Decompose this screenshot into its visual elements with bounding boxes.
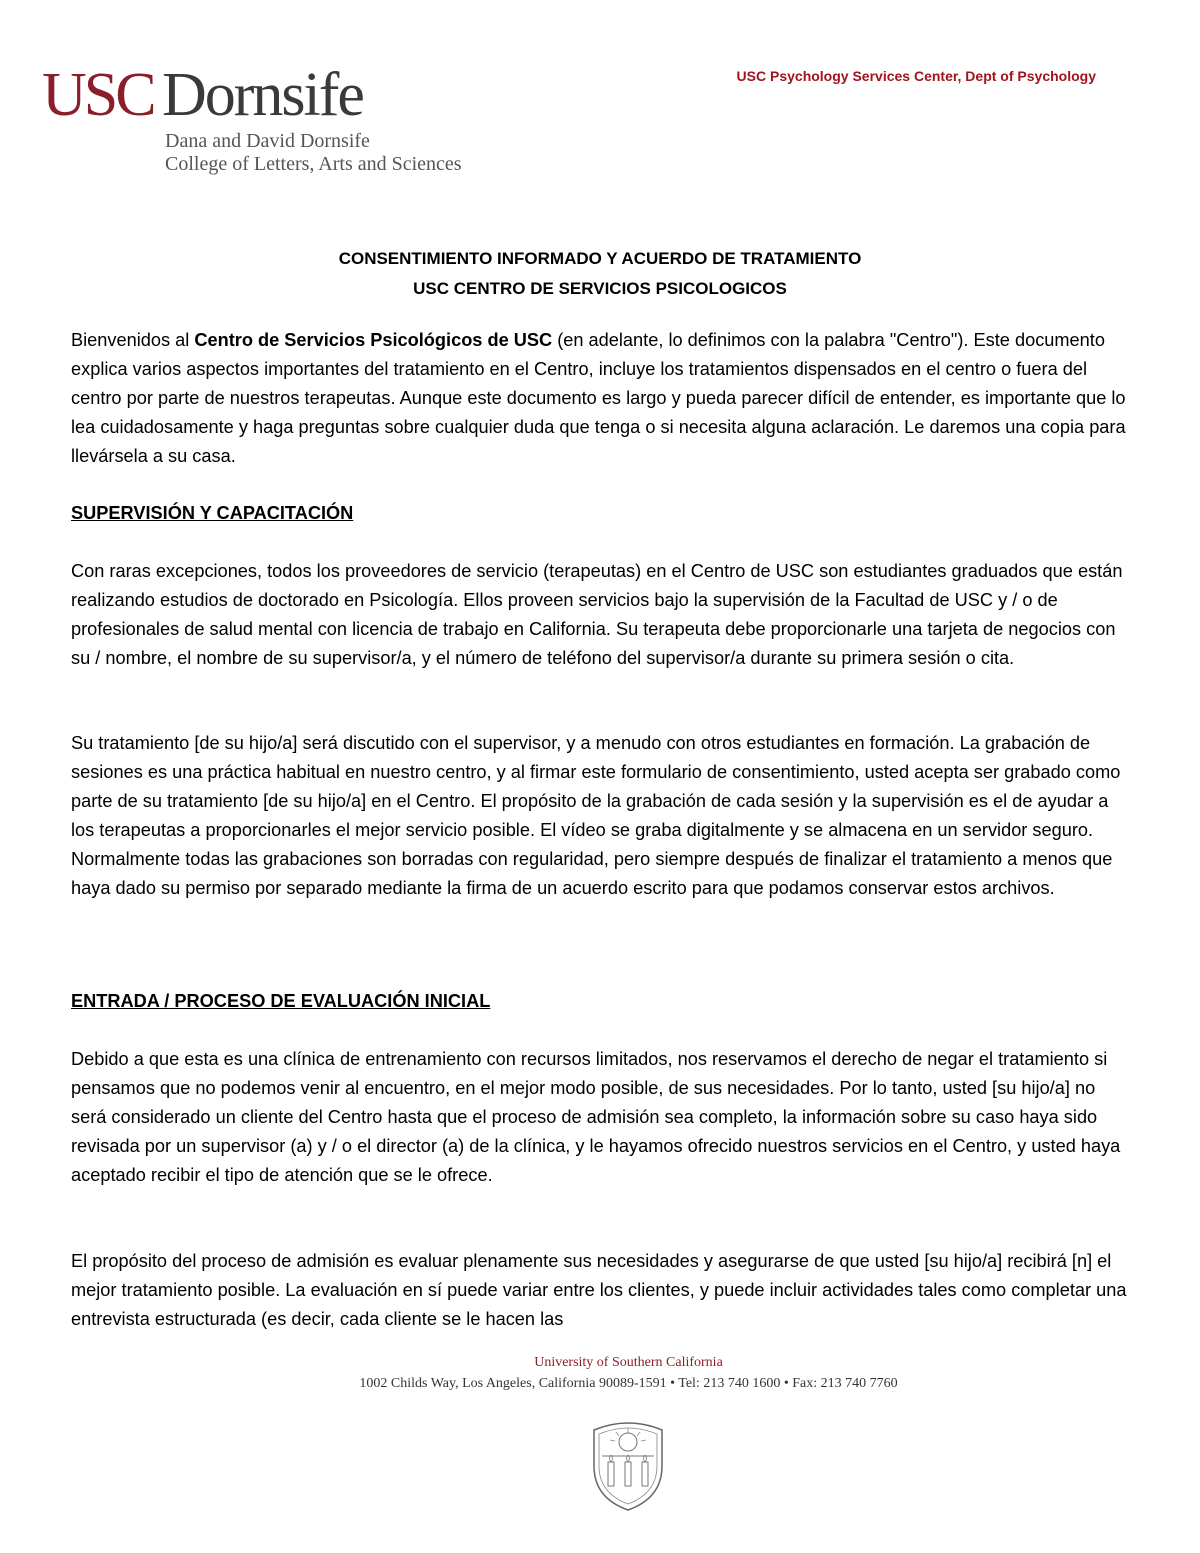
college-line-1: Dana and David Dornsife — [165, 130, 370, 152]
center-name-header: USC Psychology Services Center, Dept of Psychology — [736, 68, 1096, 84]
intake-paragraph-1: Debido a que esta es una clínica de entrenamiento con recursos limitados, nos reservamos el derecho de negar el tratamiento si pensamos que no podemos venir al encuentro, en el mejor modo posible, de sus necesidades. Por lo tanto, usted [su hijo/a] no será considerado un cliente del Centro hasta que el proceso de admisión sea completo, la información sobre su caso haya sido revisada por un supervisor (a) y / o el director (a) de la clínica, y le hayamos ofrecido nuestros servicios en el Centro, y usted haya aceptado recibir el tipo de atención que se le ofrece. — [71, 1049, 1121, 1185]
supervision-paragraph-1: Con raras excepciones, todos los proveedores de servicio (terapeutas) en el Centro de USC son estudiantes graduados que están realizando estudios de doctorado en Psicología. Ellos proveen servicios bajo la supervisión de la Facultad de USC y / o de profesionales de salud mental con licencia de trabajo en California. Su terapeuta debe proporcionarle una tarjeta de negocios con su / nombre, el nombre de su supervisor/a, y el número de teléfono del supervisor/a durante su primera sesión o cita. — [71, 561, 1123, 668]
document-title — [0, 244, 1200, 304]
footer-address: 1002 Childs Way, Los Angeles, California 90089-1591 • Tel: 213 740 1600 • Fax: 213 740 7760 — [359, 1376, 898, 1391]
college-line-2: College of Letters, Arts and Sciences — [165, 153, 462, 175]
intro-rest: (en adelante, lo definimos con la palabra "Centro"). Este documento explica varios aspectos importantes del tratamiento en el Centro, incluye los tratamientos dispensados en el centro o fuera del centro por parte de nuestros terapeutas. Aunque este documento es largo y pueda parecer difícil de entender, es importante que lo lea cuidadosamente y haga preguntas sobre cualquier duda que tenga o si necesita alguna aclaración. Le daremos una copia para llevársela a su casa. — [71, 330, 1126, 466]
section-heading-intake: ENTRADA / PROCESO DE EVALUACIÓN INICIAL — [71, 991, 491, 1011]
intro-paragraph — [71, 326, 1131, 471]
title-line-2: USC CENTRO DE SERVICIOS PSICOLOGICOS — [413, 279, 787, 298]
supervision-paragraph-2: Su tratamiento [de su hijo/a] será discutido con el supervisor, y a menudo con otros estudiantes en formación. La grabación de sesiones es una práctica habitual en nuestro centro, y al firmar este formulario de consentimiento, usted acepta ser grabado como parte de su tratamiento [de su hijo/a] en el Centro. El propósito de la grabación de cada sesión y la supervisión es el de ayudar a los terapeutas a proporcionarles el mejor servicio posible. El vídeo se graba digitalmente y se almacena en un servidor seguro. Normalmente todas las grabaciones son borradas con regularidad, pero siempre después de finalizar el tratamiento a menos que haya dado su permiso por separado mediante la firma de un acuerdo escrito para que podamos conservar estos archivos. — [71, 733, 1121, 898]
intro-prefix: Bienvenidos al — [71, 330, 195, 350]
dornsife-logo-text: Dornsife — [162, 61, 363, 129]
intro-bold-name: Centro de Servicios Psicológicos de USC — [194, 330, 553, 350]
usc-logo-text: USC — [42, 61, 154, 129]
usc-seal-icon — [590, 1416, 666, 1512]
title-line-1: CONSENTIMIENTO INFORMADO Y ACUERDO DE TRATAMIENTO — [338, 249, 862, 268]
section-heading-supervision: SUPERVISIÓN Y CAPACITACIÓN — [71, 503, 354, 523]
intake-paragraph-2: El propósito del proceso de admisión es evaluar plenamente sus necesidades y asegurarse de que usted [su hijo/a] recibirá [n] el mejor tratamiento posible. La evaluación en sí puede variar entre los clientes, y puede incluir actividades tales como completar una entrevista estructurada (es decir, cada cliente se le hacen las — [71, 1251, 1127, 1329]
footer-university: University of Southern California — [534, 1355, 723, 1370]
college-name — [165, 130, 462, 176]
